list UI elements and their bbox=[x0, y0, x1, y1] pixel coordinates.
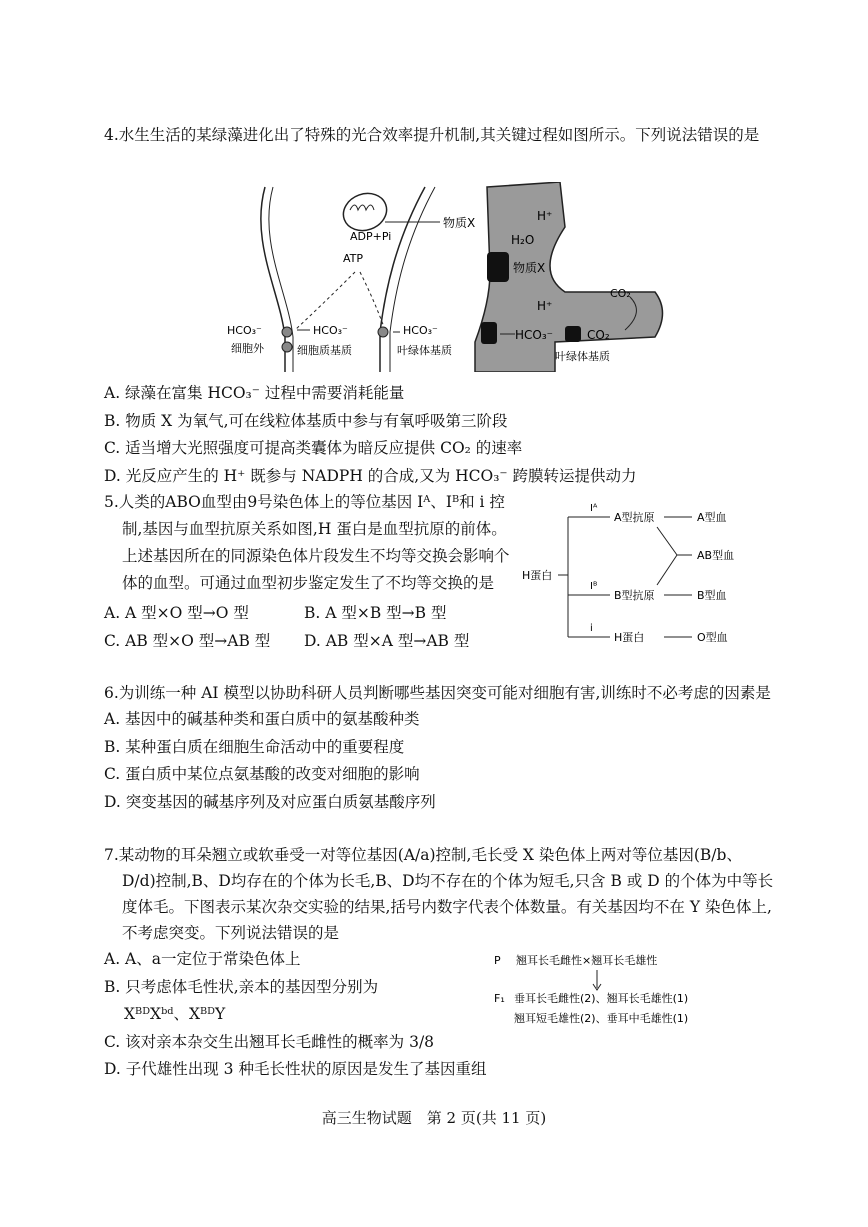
fig-i: i bbox=[590, 623, 593, 634]
fig-hco3-chl: HCO₃⁻ bbox=[403, 324, 438, 337]
question-5 bbox=[104, 489, 514, 655]
fig-co2-top: CO₂ bbox=[610, 287, 631, 300]
fig-a-blood: A型血 bbox=[697, 511, 727, 524]
q5-option-b[interactable]: B. A 型×B 型→B 型 bbox=[304, 604, 447, 622]
fig-adp: ADP+Pi bbox=[350, 230, 392, 243]
q4-option-d[interactable]: D. 光反应产生的 H⁺ 既参与 NADPH 的合成,又为 HCO₃⁻ 跨膜转运提供动力 bbox=[104, 466, 637, 485]
q6-option-a[interactable]: A. 基因中的碱基种类和蛋白质中的氨基酸种类 bbox=[104, 710, 420, 728]
q5-option-d[interactable]: D. AB 型×A 型→AB 型 bbox=[304, 631, 470, 650]
q7-option-d[interactable]: D. 子代雄性出现 3 种毛长性状的原因是发生了基因重组 bbox=[104, 1060, 487, 1078]
fig-b-antigen: B型抗原 bbox=[614, 589, 655, 602]
fig-f1-line2: 翘耳短毛雄性(2)、垂耳中毛雄性(1) bbox=[514, 1012, 689, 1025]
q7-option-b-genotype: XᴮᴰXᵇᵈ、XᴮᴰY bbox=[124, 1005, 226, 1023]
fig-h-protein: H蛋白 bbox=[614, 631, 645, 644]
transporter-thylakoid bbox=[481, 322, 497, 344]
transporter-chloroplast bbox=[378, 327, 388, 337]
photosystem bbox=[487, 252, 509, 282]
fig-atp: ATP bbox=[343, 252, 364, 265]
question-4 bbox=[104, 123, 774, 147]
fig-h-plus-top: H⁺ bbox=[537, 209, 553, 223]
q7-figure bbox=[490, 950, 760, 1030]
fig-f1-line1: 垂耳长毛雌性(2)、翘耳长毛雄性(1) bbox=[514, 992, 689, 1005]
fig-ia: Iᴬ bbox=[590, 503, 598, 514]
q4-option-b[interactable]: B. 物质 X 为氧气,可在线粒体基质中参与有氧呼吸第三阶段 bbox=[104, 411, 508, 430]
cell-membrane-outer bbox=[261, 187, 285, 372]
fig-p-cross: 翘耳长毛雌性×翘耳长毛雄性 bbox=[516, 954, 658, 967]
q4-figure bbox=[225, 182, 685, 372]
fig-f1-label: F₁ bbox=[494, 992, 505, 1005]
fig-substance-x: 物质X bbox=[443, 216, 476, 230]
fig-h2o: H₂O bbox=[511, 233, 535, 247]
fig-p-label: P bbox=[494, 954, 501, 967]
fig-a-antigen: A型抗原 bbox=[614, 511, 655, 524]
page-footer: 高三生物试题 第 2 页(共 11 页) bbox=[321, 1109, 547, 1127]
question-6-stem: 6.为训练一种 AI 模型以协助科研人员判断哪些基因突变可能对细胞有害,训练时不必考虑的因素是 bbox=[104, 684, 771, 702]
q6-option-b[interactable]: B. 某种蛋白质在细胞生命活动中的重要程度 bbox=[104, 737, 405, 756]
question-4-options bbox=[104, 380, 774, 490]
fig-hco3-out: HCO₃⁻ bbox=[227, 324, 262, 337]
fig-o-blood: O型血 bbox=[697, 631, 728, 644]
q7-option-a[interactable]: A. A、a一定位于常染色体上 bbox=[104, 950, 301, 968]
fig-extracellular: 细胞外 bbox=[231, 342, 264, 355]
fig-co2-right: CO₂ bbox=[587, 328, 610, 342]
fig-substance-x-right: 物质X bbox=[513, 261, 546, 275]
q4-option-c[interactable]: C. 适当增大光照强度可提高类囊体为暗反应提供 CO₂ 的速率 bbox=[104, 439, 523, 457]
transporter-membrane bbox=[282, 327, 292, 337]
fig-b-blood: B型血 bbox=[697, 589, 727, 602]
fig-ab-blood: AB型血 bbox=[697, 549, 735, 562]
fig-ib: Iᴮ bbox=[590, 581, 598, 592]
q6-option-d[interactable]: D. 突变基因的碱基序列及对应蛋白质氨基酸序列 bbox=[104, 792, 436, 811]
fig-h-plus-bottom: H⁺ bbox=[537, 299, 553, 313]
enzyme bbox=[565, 326, 581, 342]
question-4-stem: 4.水生生活的某绿藻进化出了特殊的光合效率提升机制,其关键过程如图所示。下列说法错误的是 bbox=[104, 126, 760, 144]
fig-cytoplasm: 细胞质基质 bbox=[297, 344, 352, 357]
fig-root-h: H蛋白 bbox=[522, 569, 553, 582]
fig-hco3-right: HCO₃⁻ bbox=[515, 328, 553, 342]
q7-option-c[interactable]: C. 该对亲本杂交生出翘耳长毛雌性的概率为 3/8 bbox=[104, 1032, 435, 1051]
q5-option-c[interactable]: C. AB 型×O 型→AB 型 bbox=[104, 631, 271, 650]
fig-stroma-left: 叶绿体基质 bbox=[397, 344, 452, 357]
q6-option-c[interactable]: C. 蛋白质中某位点氨基酸的改变对细胞的影响 bbox=[104, 765, 420, 783]
q5-option-a[interactable]: A. A 型×O 型→O 型 bbox=[104, 604, 249, 622]
fig-stroma-right: 叶绿体基质 bbox=[555, 350, 610, 363]
question-7-stem: 7.某动物的耳朵翘立或软垂受一对等位基因(A/a)控制,毛长受 X 染色体上两对等位基因(B/b、D/d)控制,B、D均存在的个体为长毛,B、D均不存在的个体为短毛,只含 B 或 D 的个体为中等长度体毛。下图表示某次杂交实验的结果,括号内数字代表个体数量。有关基因均不在 Y 染色体上,不考虑突变。下列说法错误的是 bbox=[104, 846, 774, 942]
fig-hco3-cyto: HCO₃⁻ bbox=[313, 324, 348, 337]
q5-figure bbox=[522, 497, 762, 647]
question-5-stem: 5.人类的ABO血型由9号染色体上的等位基因 Iᴬ、Iᴮ和 i 控制,基因与血型抗原关系如图,H 蛋白是血型抗原的前体。上述基因所在的同源染色体片段发生不均等交换会影响个体的血型。可通过血型初步鉴定发生了不均等交换的是 bbox=[104, 493, 510, 592]
q4-option-a[interactable]: A. 绿藻在富集 HCO₃⁻ 过程中需要消耗能量 bbox=[104, 384, 405, 402]
question-6 bbox=[104, 680, 774, 816]
q7-option-b[interactable]: B. 只考虑体毛性状,亲本的基因型分别为 bbox=[104, 977, 379, 996]
